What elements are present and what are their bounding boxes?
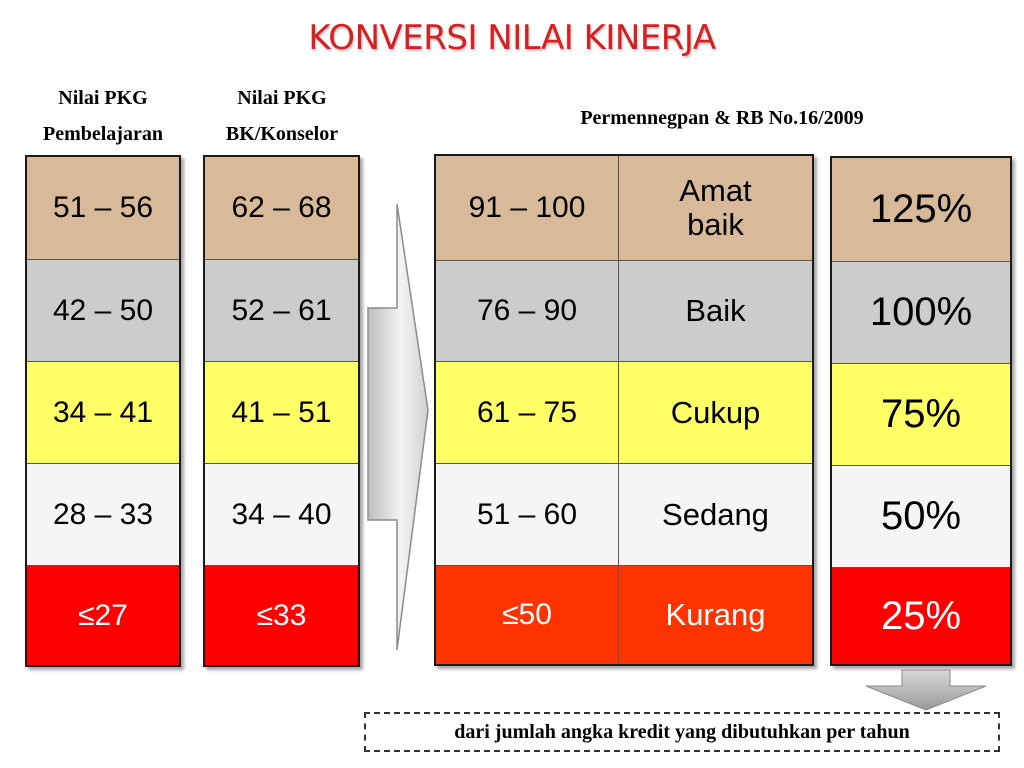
- table-row: [27, 361, 179, 463]
- table-row: [205, 157, 358, 259]
- permen-table: [434, 154, 814, 666]
- pembelajaran-range-kurang: ≤27: [78, 598, 128, 632]
- table-row: [832, 158, 1010, 261]
- bk-range-sedang: 34 – 40: [231, 497, 332, 531]
- table-row: [832, 465, 1010, 567]
- pembelajaran-range-amat-baik: 51 – 56: [52, 191, 154, 224]
- percentage-table: [830, 156, 1012, 666]
- table-row: [436, 260, 812, 361]
- percentage-amat-baik: 125%: [869, 187, 973, 231]
- permen-label-amat-baik: Amat baik: [618, 156, 812, 260]
- header-permen: Permennegpan & RB No.16/2009: [580, 107, 864, 129]
- table-row: [436, 565, 812, 664]
- permen-range-kurang: ≤50: [502, 598, 552, 631]
- percentage-baik: 100%: [869, 290, 973, 334]
- bk-range-kurang: ≤33: [256, 598, 307, 632]
- table-row: [436, 156, 812, 260]
- permen-label-sedang: Sedang: [618, 464, 812, 565]
- header-pembelajaran: [18, 80, 188, 152]
- header-bk-line1: Nilai PKG: [237, 87, 327, 109]
- table-row: [27, 463, 179, 565]
- table-row: [27, 259, 179, 361]
- table-row: [832, 567, 1010, 664]
- header-bk-konselor: [196, 80, 368, 152]
- header-pembelajaran-line2: Pembelajaran: [43, 123, 163, 145]
- pembelajaran-range-cukup: 34 – 41: [52, 395, 154, 429]
- table-row: [27, 565, 179, 665]
- bk-konselor-table: [203, 155, 360, 667]
- pembelajaran-range-baik: 42 – 50: [52, 293, 154, 327]
- table-row: [832, 363, 1010, 465]
- table-row: [205, 259, 358, 361]
- table-row: [832, 261, 1010, 363]
- credit-note: dari jumlah angka kredit yang dibutuhkan per tahun: [364, 712, 1000, 752]
- table-row: [205, 565, 358, 665]
- table-row: [436, 463, 812, 565]
- bk-range-amat-baik: 62 – 68: [231, 191, 332, 224]
- permen-label-cukup: Cukup: [618, 362, 812, 463]
- header-pembelajaran-line1: Nilai PKG: [58, 87, 148, 109]
- percentage-kurang: 25%: [880, 593, 962, 638]
- table-row: [27, 157, 179, 259]
- percentage-sedang: 50%: [880, 494, 962, 538]
- table-row: [205, 361, 358, 463]
- permen-label-kurang: Kurang: [618, 566, 812, 664]
- permen-range-sedang: 51 – 60: [476, 497, 578, 531]
- bk-range-baik: 52 – 61: [231, 293, 332, 327]
- percentage-cukup: 75%: [880, 392, 962, 436]
- pembelajaran-range-sedang: 28 – 33: [52, 497, 154, 531]
- header-bk-line2: BK/Konselor: [225, 123, 339, 145]
- bk-range-cukup: 41 – 51: [231, 395, 332, 429]
- page-title: KONVERSI NILAI KINERJA: [308, 18, 716, 58]
- permen-label-baik: Baik: [618, 261, 812, 361]
- down-arrow-icon: [862, 668, 990, 712]
- pembelajaran-table: [25, 155, 181, 667]
- permen-range-cukup: 61 – 75: [476, 395, 578, 429]
- table-row: [436, 361, 812, 463]
- permen-range-baik: 76 – 90: [476, 294, 578, 327]
- chevron-arrow-icon: [360, 198, 432, 658]
- permen-range-amat-baik: 91 – 100: [468, 191, 586, 224]
- table-row: [205, 463, 358, 565]
